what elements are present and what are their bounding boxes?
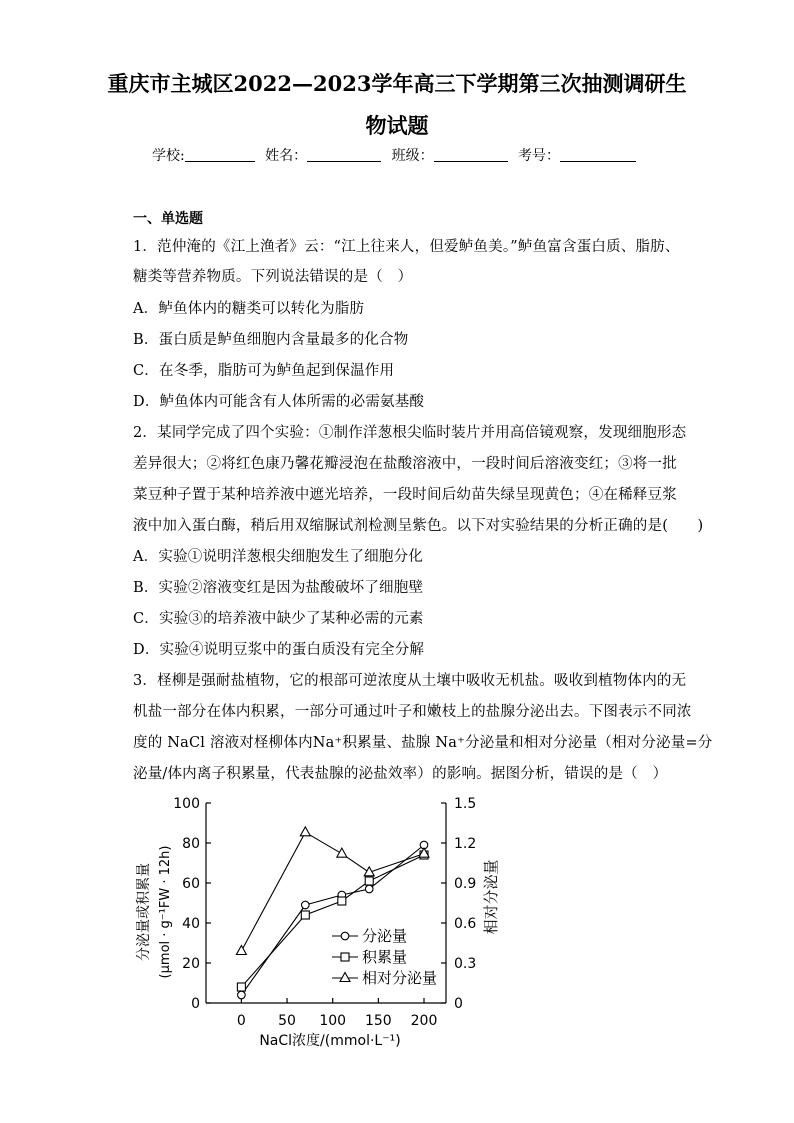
x-tick-label: 100: [319, 1013, 347, 1029]
y-right-tick-label: 1.5: [454, 796, 477, 812]
legend-label: 相对分泌量: [362, 969, 438, 987]
data-point-circle: [341, 932, 349, 940]
school-label: 学校:: [151, 148, 185, 164]
section-title: 一、单选题: [133, 211, 203, 227]
y-left-label-line1: 分泌量或积累量: [136, 863, 152, 961]
y-right-tick-label: 0.6: [454, 916, 477, 932]
y-right-label: 相对分泌量: [482, 859, 500, 935]
y-left-tick-label: 40: [182, 916, 200, 932]
y-right-tick-label: 0.3: [454, 956, 477, 972]
q3-stem-line1: 3．柽柳是强耐盐植物，它的根部可逆浓度从土壤中吸收无机盐。吸收到植物体内的无: [133, 673, 687, 689]
q3-stem-line3: 度的 NaCl 溶液对柽柳体内Na⁺积累量、盐腺 Na⁺分泌量和相对分泌量（相对分泌量=分: [133, 735, 713, 751]
q2-stem-line1: 2．某同学完成了四个实验：①制作洋葱根尖临时装片并用高倍镜观察，发现细胞形态: [133, 425, 687, 441]
y-left-tick-label: 80: [182, 836, 200, 852]
q1-option-b[interactable]: B．蛋白质是鲈鱼细胞内含量最多的化合物: [133, 332, 409, 348]
legend-label: 分泌量: [362, 927, 408, 945]
data-point-triangle: [337, 848, 347, 857]
data-point-square: [365, 877, 373, 885]
page-title-line2: 物试题: [365, 113, 429, 138]
data-point-square: [338, 897, 346, 905]
data-point-triangle: [340, 973, 350, 982]
data-point-circle: [365, 885, 373, 893]
data-point-circle: [302, 901, 310, 909]
y-right-tick-label: 1.2: [454, 836, 477, 852]
q2-stem-line4: 液中加入蛋白酶，稍后用双缩脲试剂检测呈紫色。以下对实验结果的分析正确的是( ): [133, 518, 704, 534]
data-point-triangle: [300, 827, 310, 836]
x-tick-label: 50: [278, 1013, 296, 1029]
page-title-line1: 重庆市主城区2022—2023学年高三下学期第三次抽测调研生: [107, 71, 687, 96]
y-left-tick-label: 100: [173, 796, 200, 812]
q2-option-d[interactable]: D．实验④说明豆浆中的蛋白质没有完全分解: [133, 642, 425, 658]
q2-stem-line2: 差异很大；②将红色康乃馨花瓣浸泡在盐酸溶液中，一段时间后溶液变红；③将一批: [133, 456, 677, 472]
y-right-tick-label: 0.9: [454, 876, 477, 892]
q3-stem-line2: 机盐一部分在体内积累，一部分可通过叶子和嫩枝上的盐腺分泌出去。下图表示不同浓: [133, 704, 692, 720]
x-axis-label: NaCl浓度/(mmol·L⁻¹): [259, 1033, 401, 1049]
q1-option-d[interactable]: D．鲈鱼体内可能含有人体所需的必需氨基酸: [133, 394, 425, 410]
data-point-circle: [238, 991, 246, 999]
q1-option-c[interactable]: C．在冬季，脂肪可为鲈鱼起到保温作用: [133, 363, 395, 379]
q1-option-a[interactable]: A．鲈鱼体内的糖类可以转化为脂肪: [133, 301, 365, 317]
data-point-square: [301, 911, 309, 919]
data-point-square: [237, 983, 245, 991]
q2-stem-line3: 菜豆种子置于某种培养液中遮光培养，一段时间后幼苗失绿呈现黄色；④在稀释豆浆: [133, 487, 677, 503]
q3-stem-line4: 泌量/体内离子积累量，代表盐腺的泌盐效率）的影响。据图分析，错误的是（ ）: [133, 766, 668, 782]
name-label: 姓名：: [265, 148, 308, 164]
class-label: 班级：: [391, 148, 434, 164]
q2-option-b[interactable]: B．实验②溶液变红是因为盐酸破坏了细胞壁: [133, 580, 424, 596]
series-line-2: [241, 855, 424, 987]
x-tick-label: 200: [410, 1013, 438, 1029]
y-right-tick-label: 0: [454, 996, 463, 1012]
x-tick-label: 150: [364, 1013, 392, 1029]
data-point-square: [341, 953, 349, 961]
q2-option-a[interactable]: A．实验①说明洋葱根尖细胞发生了细胞分化: [133, 549, 423, 565]
x-tick-label: 0: [236, 1013, 246, 1029]
y-left-tick-label: 60: [182, 876, 200, 892]
id-label: 考号：: [518, 148, 561, 164]
y-left-label-line2: (μmol · g⁻¹FW · 12h): [158, 845, 173, 979]
q1-stem-line2: 糖类等营养物质。下列说法错误的是（ ）: [133, 269, 413, 285]
legend-label: 积累量: [362, 948, 408, 966]
q1-stem-line1: 1．范仲淹的《江上渔者》云：“江上往来人，但爱鲈鱼美。”鲈鱼富含蛋白质、脂肪、: [133, 239, 680, 255]
q2-option-c[interactable]: C．实验③的培养液中缺少了某种必需的元素: [133, 611, 424, 627]
y-left-tick-label: 0: [191, 996, 200, 1012]
y-left-tick-label: 20: [182, 956, 200, 972]
data-point-triangle: [236, 946, 246, 955]
